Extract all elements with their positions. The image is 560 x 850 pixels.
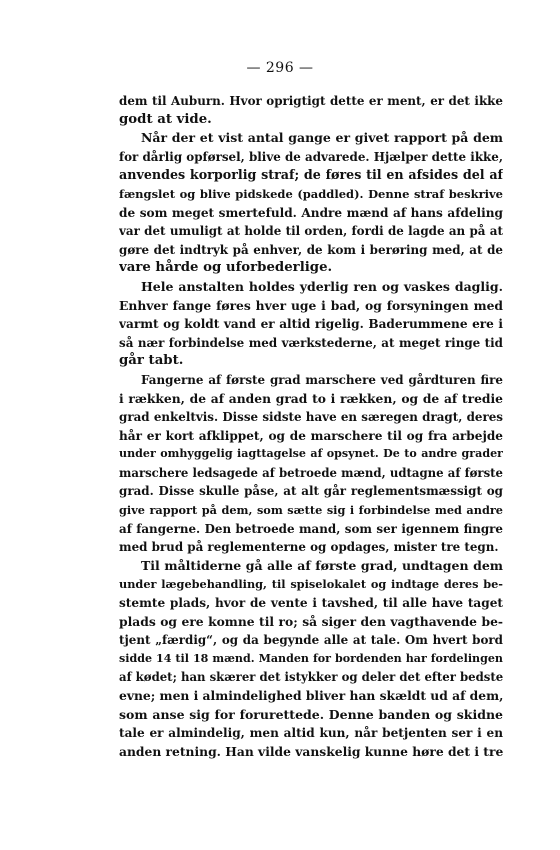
text-line: Fangerne af første grad marschere ved gårdturen fire bbox=[141, 372, 503, 387]
text-line: hår er kort afklippet, og de marschere til og fra arbejde bbox=[119, 428, 503, 443]
text-line: går tabt. bbox=[119, 353, 184, 369]
text-line: sidde 14 til 18 mænd. Manden for bordenden har fordelingen bbox=[119, 651, 503, 665]
paragraph bbox=[119, 278, 503, 371]
text-line: godt at vide. bbox=[119, 111, 212, 127]
text-line: anden retning. Han vilde vanskelig kunne høre det i tre bbox=[119, 743, 503, 759]
text-line: som anse sig for forurettede. Denne banden og skidne bbox=[119, 706, 503, 722]
text-line: vare hårde og uforbederlige. bbox=[119, 260, 333, 276]
text-line: var det umuligt at holde til orden, fordi de lagde an på at bbox=[119, 224, 503, 239]
text-line: give rapport på dem, som sætte sig i forbindelse med andre bbox=[119, 503, 503, 518]
text-line: tale er almindelig, men altid kun, når betjenten ser i en bbox=[119, 726, 503, 741]
paragraph bbox=[119, 129, 503, 278]
text-line: grad. Disse skulle påse, at alt går reglementsmæssigt og bbox=[119, 484, 503, 499]
text-line: af fangerne. Den betroede mand, som ser igennem fingre bbox=[119, 521, 503, 536]
text-line: Enhver fange føres hver uge i bad, og forsyningen med bbox=[119, 297, 503, 313]
paragraph bbox=[119, 557, 503, 762]
text-line: evne; men i almindelighed bliver han skældt ud af dem, bbox=[119, 688, 503, 703]
text-line: anvendes korporlig straf; de føres til en afsides del af bbox=[119, 167, 503, 183]
text-line: under omhyggelig iagttagelse af opsynet. De to andre grader bbox=[119, 447, 503, 461]
text-line: stemte plads, hvor de vente i tavshed, til alle have taget bbox=[119, 596, 503, 611]
text-line: tjent „færdig“, og da begynde alle at tale. Om hvert bord bbox=[119, 633, 503, 648]
text-line: under lægebehandling, til spiselokalet og indtage deres be- bbox=[119, 577, 503, 592]
text-line: plads og ere komne til ro; så siger den vagthavende be- bbox=[119, 613, 503, 629]
text-line: gøre det indtryk på enhver, de kom i berøring med, at de bbox=[119, 242, 503, 257]
text-line: i rækken, de af anden grad to i rækken, og de af tredie bbox=[119, 390, 503, 406]
text-line: marschere ledsagede af betroede mænd, udtagne af første bbox=[119, 465, 503, 480]
text-line: fængslet og blive pidskede (paddled). Denne straf beskrive bbox=[119, 186, 503, 201]
text-line: varmt og koldt vand er altid rigelig. Baderummene ere i bbox=[119, 317, 503, 332]
paragraph bbox=[119, 371, 503, 557]
page-number: — 296 — bbox=[246, 60, 314, 76]
text-line: Hele anstalten holdes yderlig ren og vaskes daglig. bbox=[141, 278, 503, 294]
text-line: de som meget smertefuld. Andre mænd af hans afdeling bbox=[119, 205, 503, 220]
text-line: Til måltiderne gå alle af første grad, undtagen dem bbox=[141, 557, 503, 573]
text-line: dem til Auburn. Hvor oprigtigt dette er ment, er det ikke bbox=[119, 94, 503, 108]
page-body-text bbox=[119, 92, 503, 761]
text-line: af kødet; han skærer det istykker og deler det efter bedste bbox=[119, 670, 503, 685]
paragraph bbox=[119, 92, 503, 129]
text-line: for dårlig opførsel, blive de advarede. Hjælper dette ikke, bbox=[119, 149, 503, 164]
text-line: så nær forbindelse med værkstederne, at meget ringe tid bbox=[119, 335, 503, 350]
text-line: Når der et vist antal gange er givet rapport på dem bbox=[141, 130, 503, 146]
text-line: med brud på reglementerne og opdages, mister tre tegn. bbox=[119, 540, 499, 555]
text-line: grad enkeltvis. Disse sidste have en særegen dragt, deres bbox=[119, 410, 503, 425]
